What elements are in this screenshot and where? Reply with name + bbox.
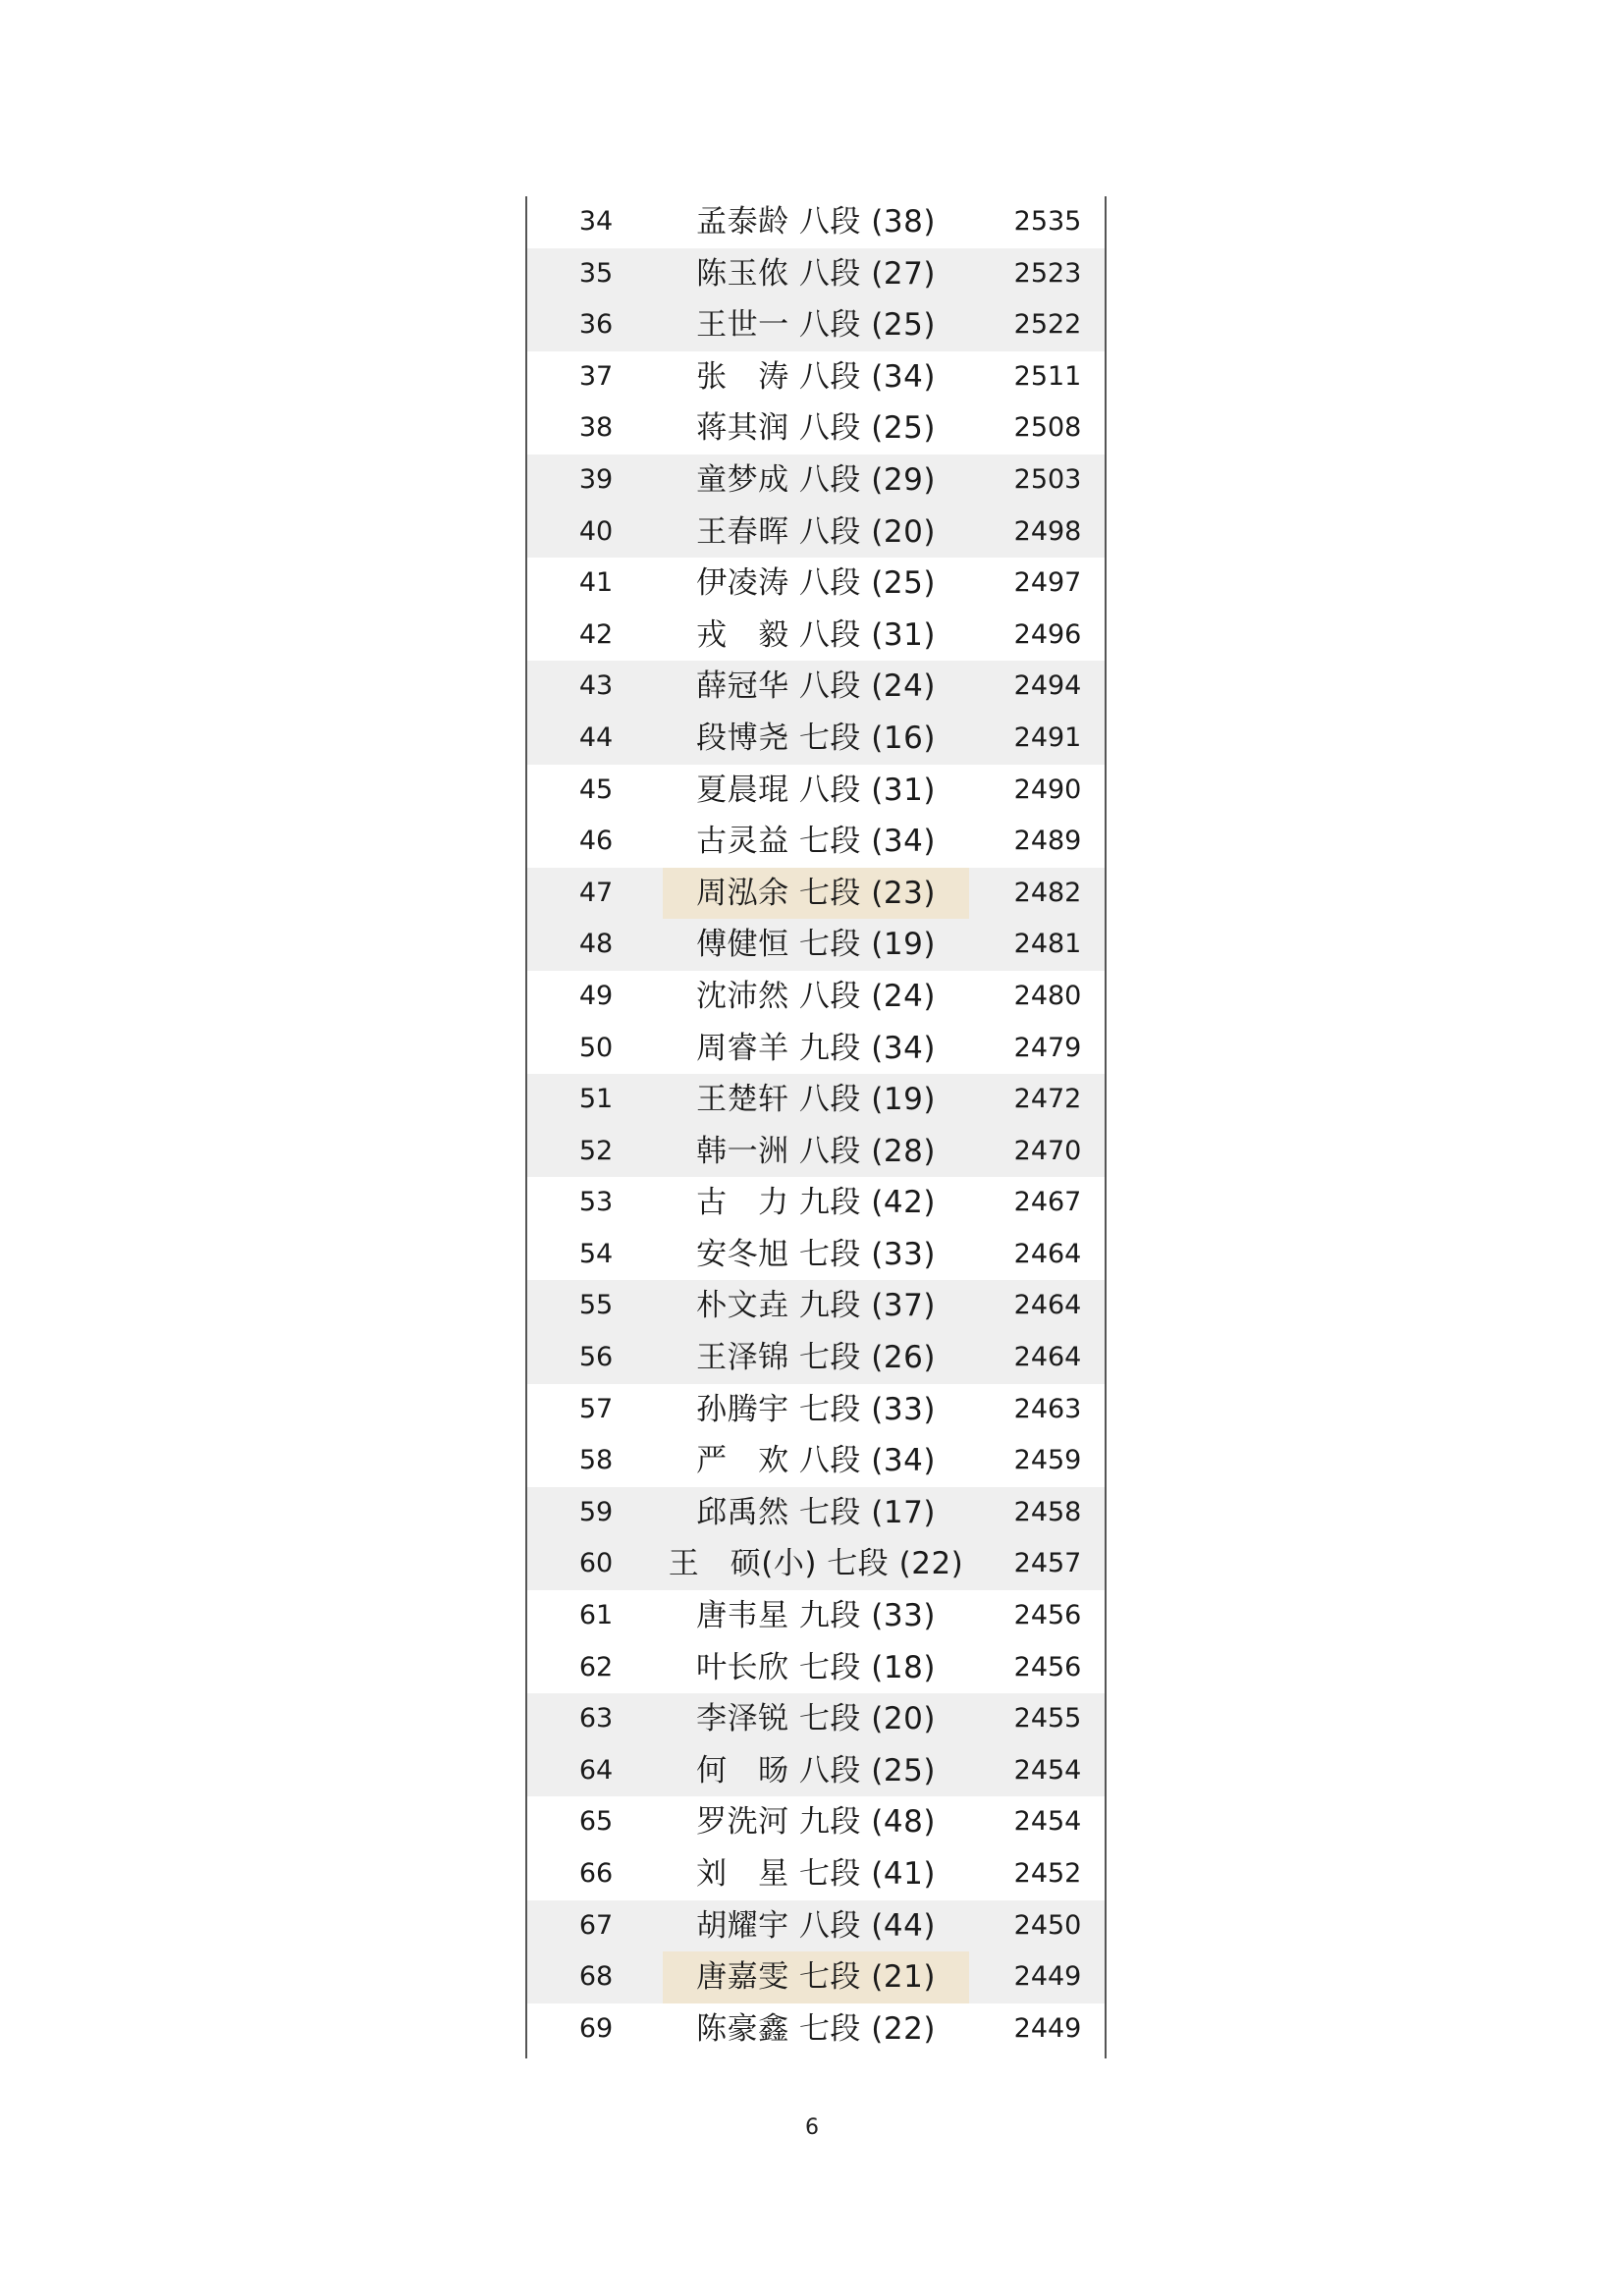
- rating-cell: 2472: [1013, 1084, 1082, 1115]
- rank-cell: 69: [578, 2012, 614, 2044]
- player-cell: 刘 星 七段 (41): [696, 1856, 936, 1892]
- player-cell: 夏晨琨 八段 (31): [696, 772, 936, 808]
- table-row: [527, 402, 1105, 454]
- rank-cell: 38: [578, 412, 614, 444]
- rank-cell: 63: [578, 1703, 614, 1735]
- table-row: [527, 765, 1105, 817]
- rating-cell: 2459: [1013, 1445, 1082, 1476]
- table-row: [527, 248, 1105, 300]
- table-row: [527, 454, 1105, 507]
- page-number: 6: [805, 2115, 819, 2140]
- rating-cell: 2523: [1013, 257, 1082, 289]
- rank-cell: 59: [578, 1496, 614, 1527]
- table-row: [527, 1745, 1105, 1797]
- player-cell: 陈豪鑫 七段 (22): [696, 2010, 936, 2047]
- player-cell: 古灵益 七段 (34): [696, 824, 936, 860]
- rank-cell: 68: [578, 1961, 614, 1993]
- rating-cell: 2497: [1013, 567, 1082, 599]
- player-cell: 李泽锐 七段 (20): [696, 1701, 936, 1737]
- player-cell: 安冬旭 七段 (33): [696, 1236, 936, 1272]
- player-cell: 唐嘉雯 七段 (21): [663, 1951, 969, 2003]
- player-cell: 周睿羊 九段 (34): [696, 1030, 936, 1066]
- table-row: [527, 1487, 1105, 1539]
- table-row: [527, 1177, 1105, 1229]
- rank-cell: 64: [578, 1754, 614, 1786]
- rank-cell: 67: [578, 1909, 614, 1941]
- rank-cell: 65: [578, 1806, 614, 1838]
- player-cell: 唐韦星 九段 (33): [696, 1598, 936, 1634]
- rating-cell: 2490: [1013, 774, 1082, 805]
- rank-cell: 58: [578, 1445, 614, 1476]
- rank-cell: 56: [578, 1342, 614, 1373]
- player-cell: 陈玉侬 八段 (27): [696, 255, 936, 292]
- rank-cell: 66: [578, 1858, 614, 1889]
- rating-cell: 2498: [1013, 515, 1082, 547]
- rank-cell: 52: [578, 1135, 614, 1166]
- table-row: [527, 1951, 1105, 2003]
- ranking-table: [525, 196, 1107, 2058]
- rank-cell: 46: [578, 826, 614, 857]
- player-cell: 段博尧 七段 (16): [696, 720, 936, 756]
- rating-cell: 2449: [1013, 1961, 1082, 1993]
- rating-cell: 2480: [1013, 980, 1082, 1011]
- table-row: [527, 1642, 1105, 1694]
- rating-cell: 2450: [1013, 1909, 1082, 1941]
- rating-cell: 2464: [1013, 1342, 1082, 1373]
- player-cell: 童梦成 八段 (29): [696, 461, 936, 498]
- rank-cell: 41: [578, 567, 614, 599]
- table-row: [527, 558, 1105, 610]
- rank-cell: 34: [578, 206, 614, 237]
- player-cell: 王 硕(小) 七段 (22): [668, 1546, 964, 1582]
- player-cell: 薛冠华 八段 (24): [696, 668, 936, 705]
- table-row: [527, 1126, 1105, 1178]
- rating-cell: 2467: [1013, 1187, 1082, 1218]
- player-cell: 王世一 八段 (25): [696, 307, 936, 344]
- table-row: [527, 351, 1105, 403]
- player-cell: 沈沛然 八段 (24): [696, 978, 936, 1014]
- rank-cell: 60: [578, 1548, 614, 1579]
- rating-cell: 2463: [1013, 1393, 1082, 1424]
- rank-cell: 61: [578, 1600, 614, 1631]
- player-cell: 王泽锦 七段 (26): [696, 1340, 936, 1376]
- rating-cell: 2494: [1013, 670, 1082, 702]
- rank-cell: 55: [578, 1290, 614, 1321]
- table-row: [527, 1384, 1105, 1436]
- rating-cell: 2482: [1013, 877, 1082, 908]
- player-cell: 周泓余 七段 (23): [663, 868, 969, 920]
- table-row: [527, 1280, 1105, 1332]
- table-row: [527, 1435, 1105, 1487]
- player-cell: 傅健恒 七段 (19): [696, 927, 936, 963]
- table-row: [527, 1074, 1105, 1126]
- rank-cell: 48: [578, 929, 614, 960]
- rank-cell: 37: [578, 360, 614, 392]
- rating-cell: 2511: [1013, 360, 1082, 392]
- rating-cell: 2456: [1013, 1651, 1082, 1682]
- table-row: [527, 971, 1105, 1023]
- rating-cell: 2464: [1013, 1238, 1082, 1269]
- player-cell: 孙腾宇 七段 (33): [696, 1391, 936, 1427]
- rank-cell: 49: [578, 980, 614, 1011]
- rating-cell: 2464: [1013, 1290, 1082, 1321]
- rank-cell: 43: [578, 670, 614, 702]
- table-row: [527, 1538, 1105, 1590]
- player-cell: 严 欢 八段 (34): [696, 1443, 936, 1479]
- rank-cell: 50: [578, 1032, 614, 1063]
- rating-cell: 2455: [1013, 1703, 1082, 1735]
- rating-cell: 2452: [1013, 1858, 1082, 1889]
- table-row: [527, 661, 1105, 713]
- player-cell: 叶长欣 七段 (18): [696, 1649, 936, 1685]
- table-row: [527, 1848, 1105, 1900]
- table-row: [527, 299, 1105, 351]
- player-cell: 张 涛 八段 (34): [696, 358, 936, 395]
- rating-cell: 2454: [1013, 1806, 1082, 1838]
- table-row: [527, 919, 1105, 971]
- rank-cell: 39: [578, 463, 614, 495]
- rank-cell: 45: [578, 774, 614, 805]
- rank-cell: 62: [578, 1651, 614, 1682]
- rank-cell: 35: [578, 257, 614, 289]
- player-cell: 古 力 九段 (42): [696, 1185, 936, 1221]
- rating-cell: 2491: [1013, 721, 1082, 753]
- rating-cell: 2470: [1013, 1135, 1082, 1166]
- table-row: [527, 713, 1105, 765]
- rating-cell: 2449: [1013, 2012, 1082, 2044]
- player-cell: 孟泰龄 八段 (38): [696, 204, 936, 240]
- rank-cell: 44: [578, 721, 614, 753]
- player-cell: 罗洗河 九段 (48): [696, 1804, 936, 1841]
- rating-cell: 2457: [1013, 1548, 1082, 1579]
- rank-cell: 36: [578, 309, 614, 341]
- table-row: [527, 1023, 1105, 1075]
- rating-cell: 2496: [1013, 618, 1082, 650]
- table-row: [527, 507, 1105, 559]
- table-row: [527, 816, 1105, 868]
- rating-cell: 2456: [1013, 1600, 1082, 1631]
- rating-cell: 2479: [1013, 1032, 1082, 1063]
- table-row: [527, 1900, 1105, 1952]
- rank-cell: 51: [578, 1084, 614, 1115]
- player-cell: 韩一洲 八段 (28): [696, 1133, 936, 1169]
- rating-cell: 2458: [1013, 1496, 1082, 1527]
- table-row: [527, 1796, 1105, 1848]
- table-row: [527, 610, 1105, 662]
- rank-cell: 54: [578, 1238, 614, 1269]
- player-cell: 何 旸 八段 (25): [696, 1752, 936, 1789]
- rank-cell: 57: [578, 1393, 614, 1424]
- table-row: [527, 196, 1105, 248]
- rating-cell: 2535: [1013, 206, 1082, 237]
- player-cell: 邱禹然 七段 (17): [696, 1494, 936, 1530]
- table-row: [527, 1693, 1105, 1745]
- table-row: [527, 1332, 1105, 1384]
- table-row: [527, 2003, 1105, 2056]
- rating-cell: 2508: [1013, 412, 1082, 444]
- rating-cell: 2454: [1013, 1754, 1082, 1786]
- rating-cell: 2481: [1013, 929, 1082, 960]
- rank-cell: 40: [578, 515, 614, 547]
- rating-cell: 2503: [1013, 463, 1082, 495]
- rating-cell: 2489: [1013, 826, 1082, 857]
- table-row: [527, 1229, 1105, 1281]
- player-cell: 王楚轩 八段 (19): [696, 1082, 936, 1118]
- player-cell: 伊凌涛 八段 (25): [696, 565, 936, 602]
- player-cell: 王春晖 八段 (20): [696, 513, 936, 550]
- rating-cell: 2522: [1013, 309, 1082, 341]
- player-cell: 蒋其润 八段 (25): [696, 410, 936, 447]
- player-cell: 戎 毅 八段 (31): [696, 616, 936, 653]
- table-row: [527, 868, 1105, 920]
- player-cell: 朴文垚 九段 (37): [696, 1288, 936, 1324]
- player-cell: 胡耀宇 八段 (44): [696, 1907, 936, 1944]
- rank-cell: 53: [578, 1187, 614, 1218]
- rank-cell: 42: [578, 618, 614, 650]
- rank-cell: 47: [578, 877, 614, 908]
- table-row: [527, 1590, 1105, 1642]
